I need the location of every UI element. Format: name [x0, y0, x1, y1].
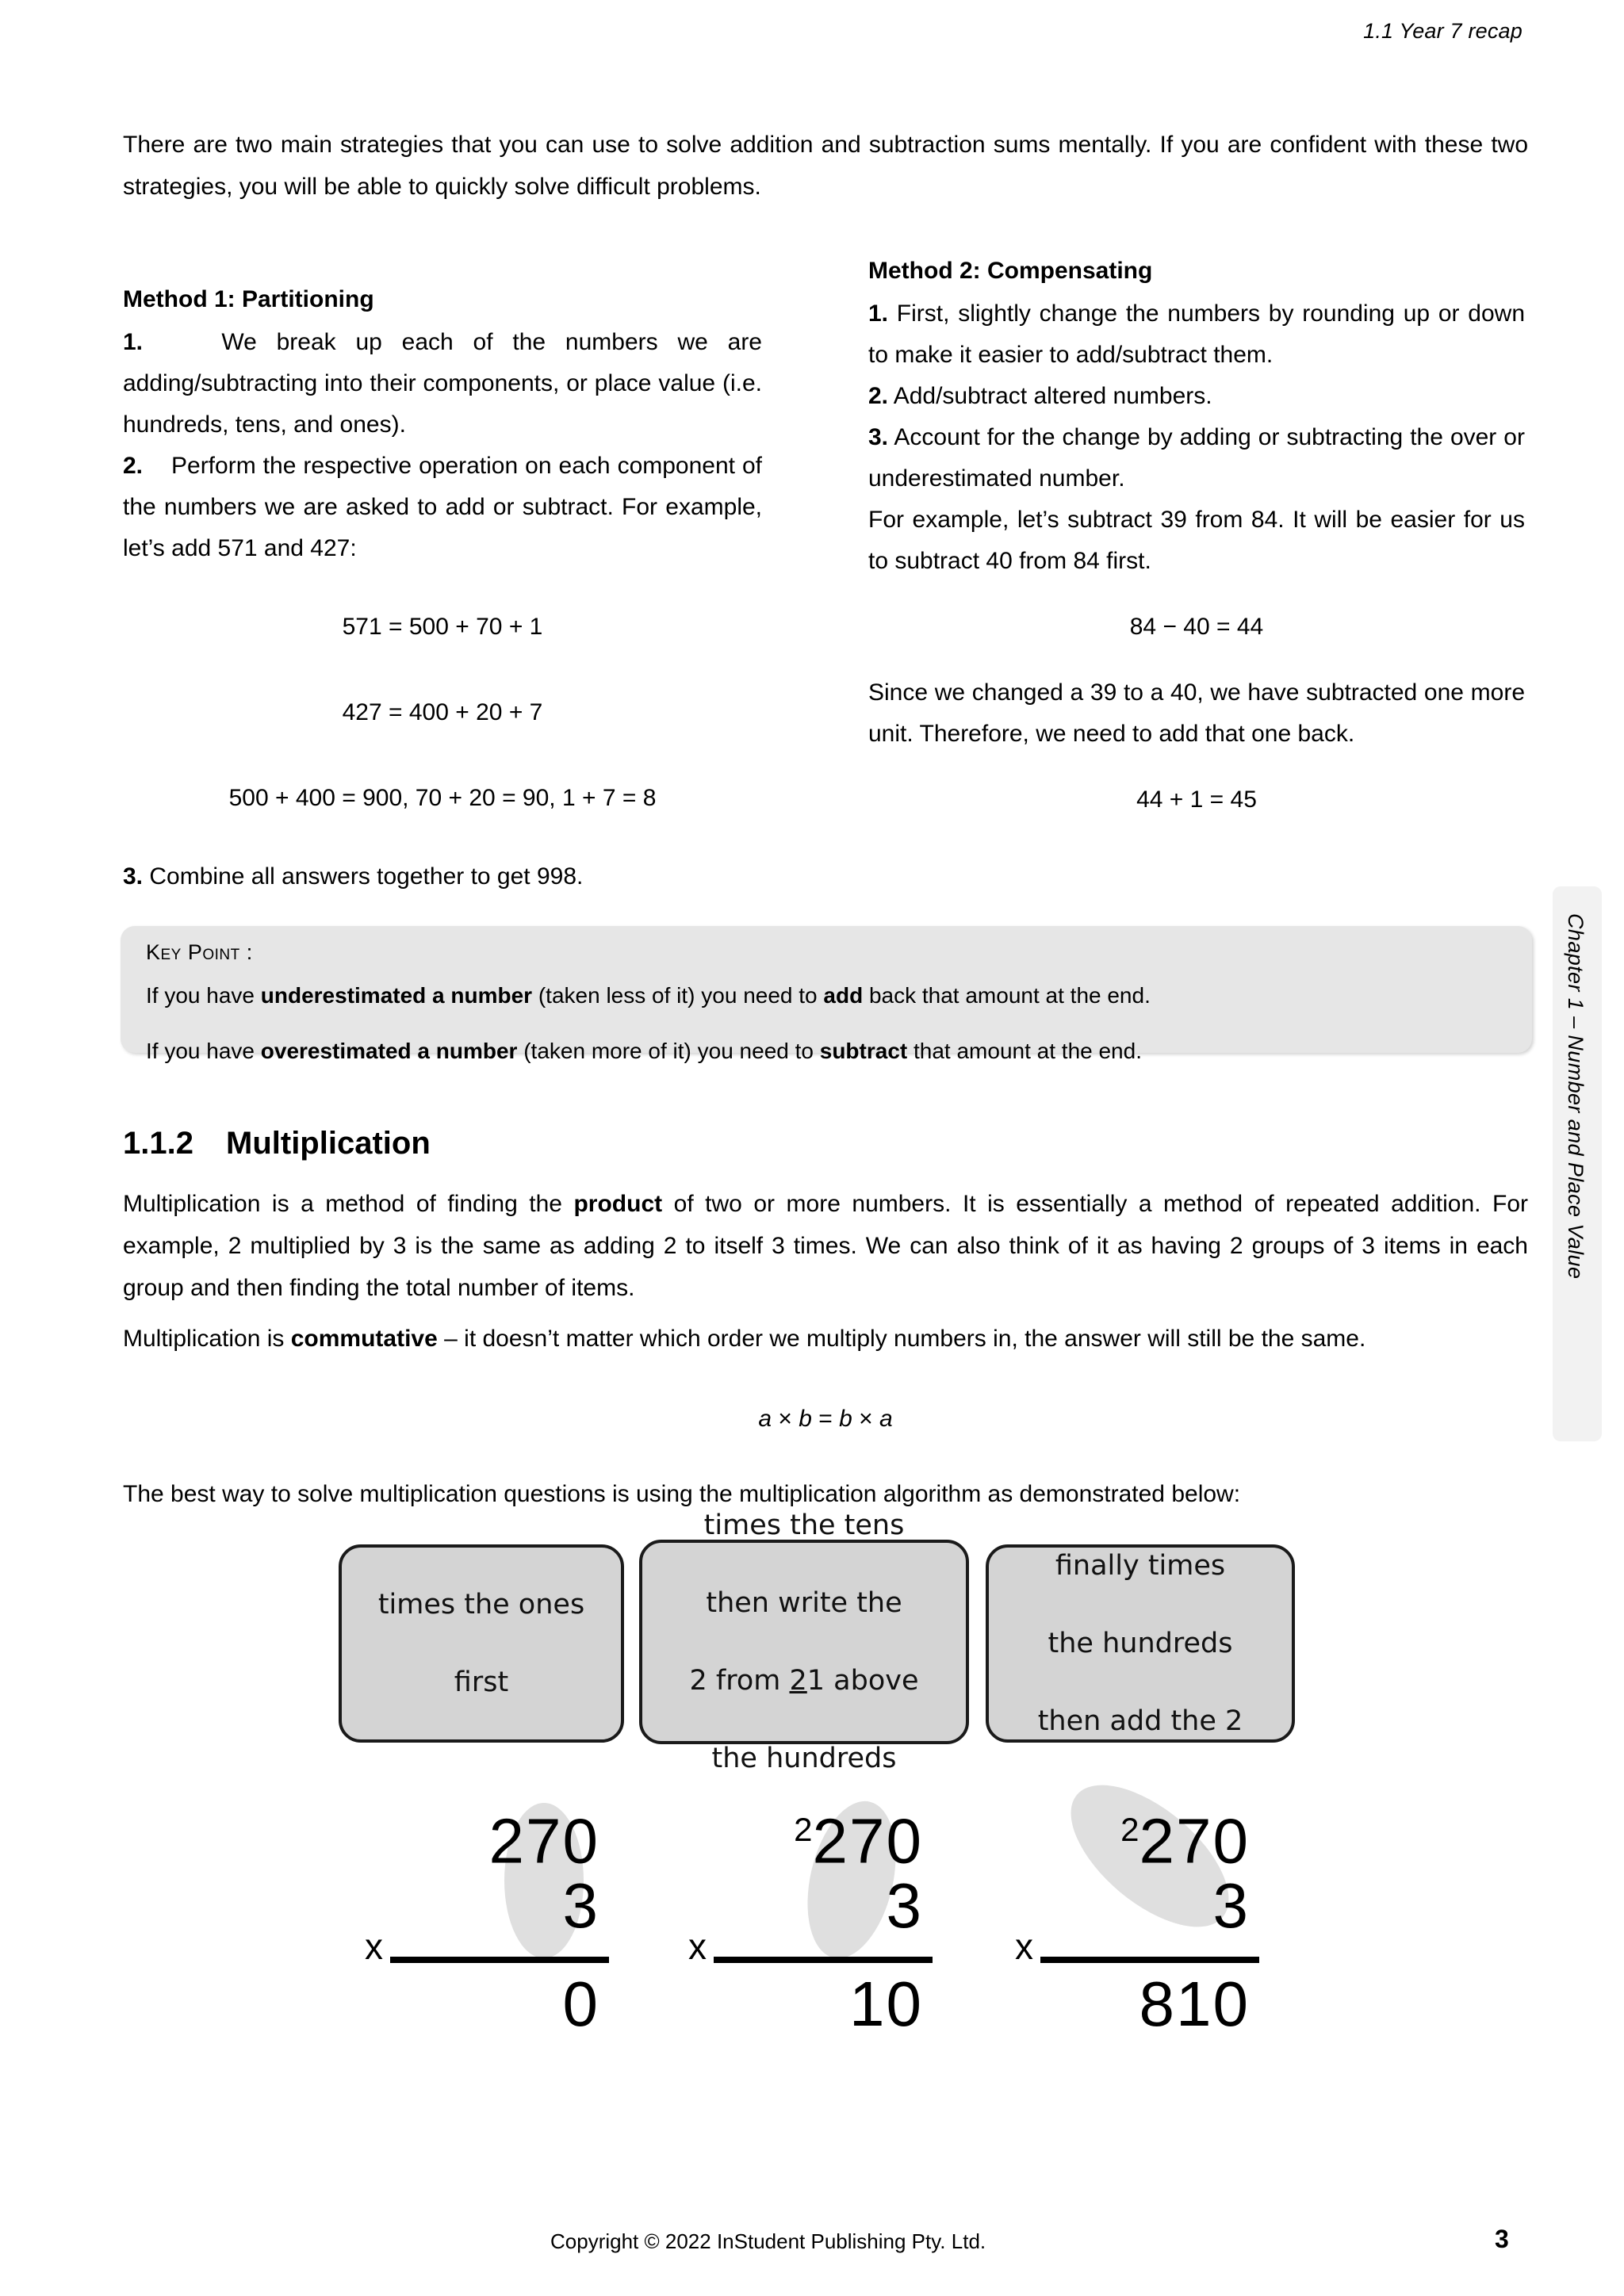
kp-text: back that amount at the end.: [863, 983, 1151, 1008]
multiplier-2: 3: [886, 1870, 923, 1941]
kp-text: (taken more of it) you need to: [517, 1039, 820, 1063]
result-1: 0: [562, 1969, 599, 2039]
callout-line: times the tens: [703, 1509, 905, 1541]
key-point-line-1: [146, 980, 1151, 1012]
method-2-heading: Method 2: Compensating: [868, 258, 1153, 284]
callout-line: then write the: [706, 1586, 902, 1619]
kp-text: If you have: [146, 983, 261, 1008]
multiplicand-1: [488, 1798, 599, 1877]
eq-operator: ×: [772, 1406, 799, 1432]
multiply-operator-2: x: [688, 1926, 707, 1967]
eq-operator: ×: [852, 1406, 879, 1432]
multiplication-step-3: [1007, 1798, 1269, 2060]
step-text: Perform the respective operation on each component of the numbers we are asked to add or subtract. For example, let’s add 571 and 427:: [123, 453, 763, 561]
multiplicand-value: 270: [488, 1805, 599, 1877]
kp-text: If you have: [146, 1039, 261, 1063]
step-number: 2.: [868, 383, 889, 409]
callout-line: first: [454, 1666, 509, 1698]
multiplicand-2: [794, 1798, 923, 1877]
commutative-paragraph: [123, 1318, 1528, 1360]
step-number: 1.: [868, 300, 889, 327]
step-text: Combine all answers together to get 998.: [149, 863, 584, 890]
section-number: 1.1.2: [123, 1126, 193, 1161]
callout-line: times the ones: [377, 1588, 585, 1621]
multiply-operator-1: x: [365, 1926, 383, 1967]
underlined-digit: 2: [789, 1664, 807, 1697]
kp-text: that amount at the end.: [907, 1039, 1142, 1063]
multiplicand-value: 270: [812, 1805, 923, 1877]
method-1-equation-1: 571 = 500 + 70 + 1: [342, 614, 543, 640]
eq-equals: =: [811, 1406, 840, 1432]
multiplicand-value: 270: [1139, 1805, 1250, 1877]
callout-line: the hundreds: [711, 1742, 897, 1774]
step-text: We break up each of the numbers we are adding/subtracting into their components, or place value (i.e. hundreds, tens, and ones).: [123, 329, 762, 438]
footer-copyright: Copyright © 2022 InStudent Publishing Pty. Ltd.: [550, 2229, 986, 2253]
para-emphasis: commutative: [290, 1326, 438, 1352]
kp-emphasis: add: [823, 983, 864, 1008]
multiplier-1: 3: [562, 1870, 599, 1941]
result-3: 810: [1139, 1969, 1250, 2039]
multiplication-step-1: [357, 1798, 619, 2060]
kp-emphasis: subtract: [819, 1039, 908, 1063]
carry-digit: 2: [794, 1811, 813, 1848]
method-2-column: [868, 252, 1525, 818]
callout-line: the hundreds: [1048, 1627, 1233, 1659]
para-text: of two or more numbers. It is essentially a method of repeated addition. For example, 2 multiplied by 3 is the same as adding 2 to itself 3 times. We can also think of it as having 2 groups of 3 items in each group and then finding the total number of items.: [123, 1191, 1529, 1301]
eq-var-a: a: [758, 1406, 772, 1432]
section-heading: [123, 1126, 431, 1161]
chapter-tab: [1553, 886, 1602, 1441]
calculation-rule-2: [714, 1957, 933, 1963]
step-number: 3.: [868, 424, 889, 450]
footer-page-number: 3: [1495, 2225, 1509, 2253]
methods-columns: [123, 252, 1528, 902]
multiplicand-3: [1120, 1798, 1250, 1877]
method-2-example: For example, let’s subtract 39 from 84. It will be easier for us to subtract 40 from 84 first.: [868, 507, 1525, 574]
callout-box-2: [639, 1509, 969, 1774]
para-emphasis: product: [573, 1191, 663, 1217]
kp-emphasis: underestimated a number: [260, 983, 533, 1008]
result-2: 10: [849, 1969, 923, 2039]
method-2-step-1: [868, 293, 1525, 376]
callout-box-3: [986, 1544, 1295, 1743]
step-number: 1.: [123, 329, 144, 355]
multiplication-paragraph: [123, 1183, 1528, 1309]
callout-line-with-underline: 2 from 21 above: [689, 1664, 919, 1697]
intro-paragraph: There are two main strategies that you can use to solve addition and subtraction sums mentally. If you are confident with these two strategies, you will be able to quickly solve difficult problems.: [123, 132, 1528, 200]
method-1-step-2: [123, 446, 762, 569]
method-1-column: [123, 281, 762, 897]
method-1-equation-3: 500 + 400 = 900, 70 + 20 = 90, 1 + 7 = 8: [228, 785, 657, 811]
key-point-title: Key Point :: [146, 940, 253, 964]
para-text: Multiplication is: [123, 1326, 291, 1352]
section-title: Multiplication: [226, 1126, 431, 1161]
callout-line: finally times: [1055, 1549, 1226, 1582]
commutative-paragraph-block: [123, 1318, 1528, 1360]
callout-3-text: [989, 1547, 1292, 1741]
eq-var-a2: a: [879, 1406, 893, 1432]
method-2-equation-2: 44 + 1 = 45: [1136, 786, 1257, 813]
callout-box-1: [339, 1544, 624, 1743]
para-text: Multiplication is a method of finding the: [123, 1191, 574, 1217]
step-number: 2.: [123, 453, 144, 479]
para-text: – it doesn’t matter which order we multiply numbers in, the answer will still be the same.: [437, 1326, 1366, 1352]
multiplication-paragraph-block: [123, 1183, 1528, 1309]
multiplier-3: 3: [1212, 1870, 1250, 1941]
multiplication-step-2: [680, 1798, 942, 2060]
calculation-rule-3: [1040, 1957, 1259, 1963]
kp-text: (taken less of it) you need to: [532, 983, 824, 1008]
carry-digit: 2: [1120, 1811, 1139, 1848]
step-text: Add/subtract altered numbers.: [893, 383, 1212, 409]
method-2-step-3: [868, 417, 1525, 499]
key-point-line-2: [146, 1035, 1142, 1067]
method-1-equation-2: 427 = 400 + 20 + 7: [342, 699, 543, 725]
step-text: First, slightly change the numbers by rounding up or down to make it easier to add/subtract them.: [868, 300, 1525, 368]
running-header: 1.1 Year 7 recap: [1363, 19, 1522, 43]
key-point-box: [121, 926, 1532, 1063]
callout-line: then add the 2: [1037, 1705, 1243, 1737]
kp-emphasis: overestimated a number: [260, 1039, 518, 1063]
method-1-step-1: [123, 322, 762, 446]
multiply-operator-3: x: [1015, 1926, 1033, 1967]
step-number: 3.: [123, 863, 144, 890]
step-text: Account for the change by adding or subtracting the over or underestimated number.: [868, 424, 1525, 492]
callout-2-text: [642, 1506, 966, 1778]
method-2-explanation: Since we changed a 39 to a 40, we have subtracted one more unit. Therefore, we need to add that one back.: [868, 679, 1525, 747]
method-1-step-3: [123, 856, 762, 897]
best-way-paragraph: The best way to solve multiplication questions is using the multiplication algorithm as demonstrated below:: [123, 1481, 1241, 1507]
callout-1-text: [342, 1586, 621, 1702]
method-1-heading: Method 1: Partitioning: [123, 286, 374, 312]
commutative-equation: [123, 1406, 1528, 1433]
intro-block: [123, 124, 1528, 208]
calculation-rule-1: [390, 1957, 609, 1963]
method-2-step-2: [868, 376, 1525, 417]
method-2-equation-1: 84 − 40 = 44: [1129, 614, 1264, 640]
chapter-tab-label: Chapter 1 – Number and Place Value: [1564, 913, 1588, 1280]
eq-var-b2: b: [839, 1406, 852, 1432]
eq-var-b: b: [799, 1406, 812, 1432]
